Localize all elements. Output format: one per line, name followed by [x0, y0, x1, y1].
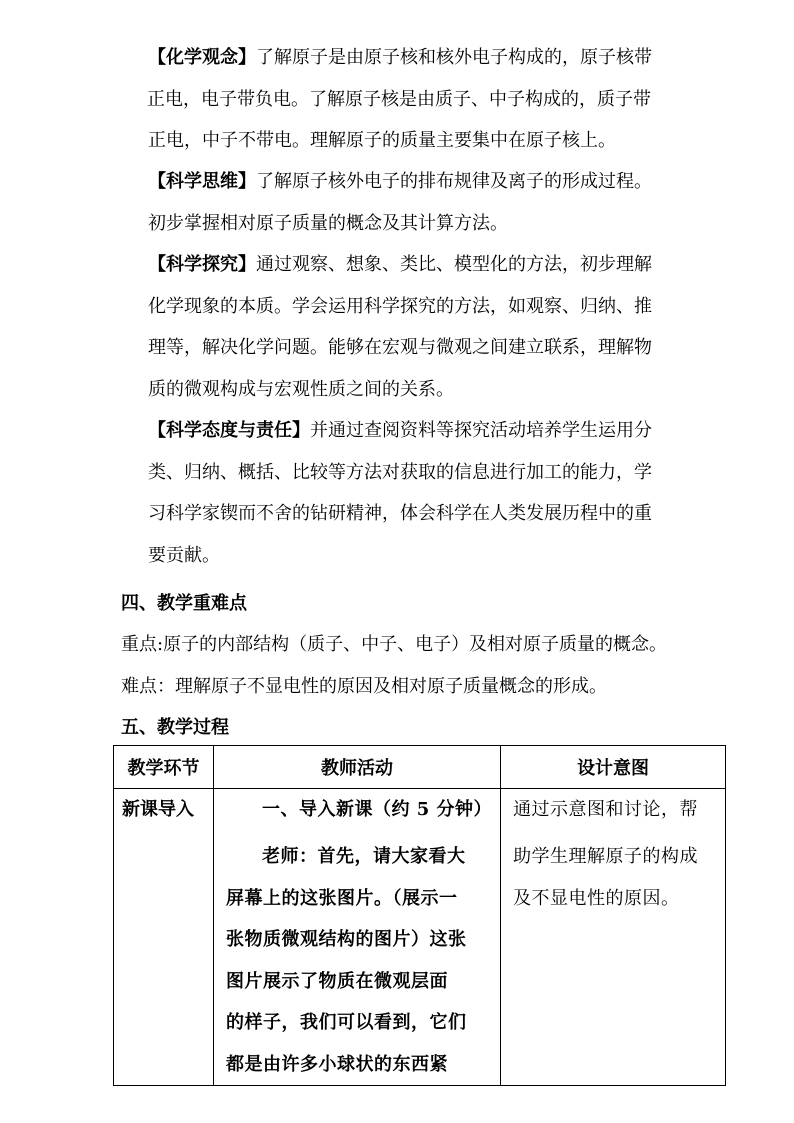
- sci-thinking-paragraph: [148, 161, 678, 244]
- sci-attitude-paragraph: [148, 410, 678, 576]
- intent-line-2: 助学生理解原子的构成: [513, 846, 699, 867]
- header-stage: 教学环节: [114, 746, 214, 789]
- teacher-line-4: 张物质微观结构的图片）这张: [226, 929, 467, 950]
- header-design-intent: 设计意图: [501, 746, 726, 789]
- teacher-line-7: 都是由许多小球状的东西紧: [226, 1053, 448, 1075]
- teacher-activity-cell: [214, 789, 501, 1086]
- table-row: [114, 789, 726, 1086]
- sci-inquiry-line-2: 化学现象的本质。学会运用科学探究的方法，如观察、归纳、推: [148, 295, 652, 317]
- chem-concept-tag: 【化学观念】: [148, 47, 256, 68]
- chem-concept-line-2: 正电，电子带负电。了解原子核是由质子、中子构成的，质子带: [147, 88, 651, 110]
- sci-inquiry-line-1: 【科学探究】通过观察、想象、类比、模型化的方法，初步理解: [148, 254, 652, 275]
- chem-concept-paragraph: [148, 37, 678, 162]
- design-intent-cell: [501, 789, 726, 1086]
- stage-cell: 新课导入: [114, 789, 214, 1086]
- sci-attitude-line-3: 习科学家锲而不舍的钻研精神，体会科学在人类发展历程中的重: [148, 503, 652, 524]
- key-point-text: 重点:原子的内部结构（质子、中子、电子）及相对原子质量的概念。: [121, 634, 668, 655]
- sci-attitude-line-1: 【科学态度与责任】并通过查阅资料等探究活动培养学生运用分: [148, 420, 652, 441]
- chem-concept-line-3: 正电，中子不带电。理解原子的质量主要集中在原子核上。: [148, 130, 616, 151]
- intent-line-1: 通过示意图和讨论，帮: [513, 799, 699, 820]
- header-teacher-activity: 教师活动: [214, 746, 501, 789]
- chem-concept-line-1: 【化学观念】了解原子是由原子核和核外电子构成的，原子核带: [148, 47, 652, 68]
- teacher-line-1: 一、导入新课（约 5 分钟）: [262, 799, 493, 820]
- sci-thinking-tag: 【科学思维】: [148, 171, 256, 192]
- sci-inquiry-paragraph: [148, 244, 678, 410]
- section-4-heading: 四、教学重难点: [121, 593, 247, 614]
- intent-line-3: 及不显电性的原因。: [513, 887, 680, 909]
- teacher-line-2: 老师：首先，请大家看大: [262, 846, 466, 867]
- sci-thinking-line-1: 【科学思维】了解原子核外电子的排布规律及离子的形成过程。: [148, 171, 652, 192]
- difficult-point-text: 难点：理解原子不显电性的原因及相对原子质量概念的形成。: [121, 676, 607, 697]
- sci-attitude-tag: 【科学态度与责任】: [148, 420, 310, 441]
- sci-inquiry-line-3: 理等，解决化学问题。能够在宏观与微观之间建立联系，理解物: [148, 337, 652, 358]
- sci-attitude-line-2: 类、归纳、概括、比较等方法对获取的信息进行加工的能力，学: [148, 461, 652, 483]
- teacher-line-5: 图片展示了物质在微观层面: [226, 970, 448, 992]
- teaching-process-table: [113, 745, 726, 1086]
- sci-thinking-line-2: 初步掌握相对原子质量的概念及其计算方法。: [148, 212, 508, 234]
- table-header-row: [114, 746, 726, 789]
- section-5-heading: 五、教学过程: [121, 717, 229, 738]
- teacher-line-6: 的样子，我们可以看到，它们: [226, 1012, 467, 1033]
- sci-inquiry-line-4: 质的微观构成与宏观性质之间的关系。: [148, 378, 454, 400]
- teacher-line-3: 屏幕上的这张图片。（展示一: [226, 887, 458, 909]
- sci-attitude-line-4: 要贡献。: [148, 544, 220, 566]
- sci-inquiry-tag: 【科学探究】: [148, 254, 256, 275]
